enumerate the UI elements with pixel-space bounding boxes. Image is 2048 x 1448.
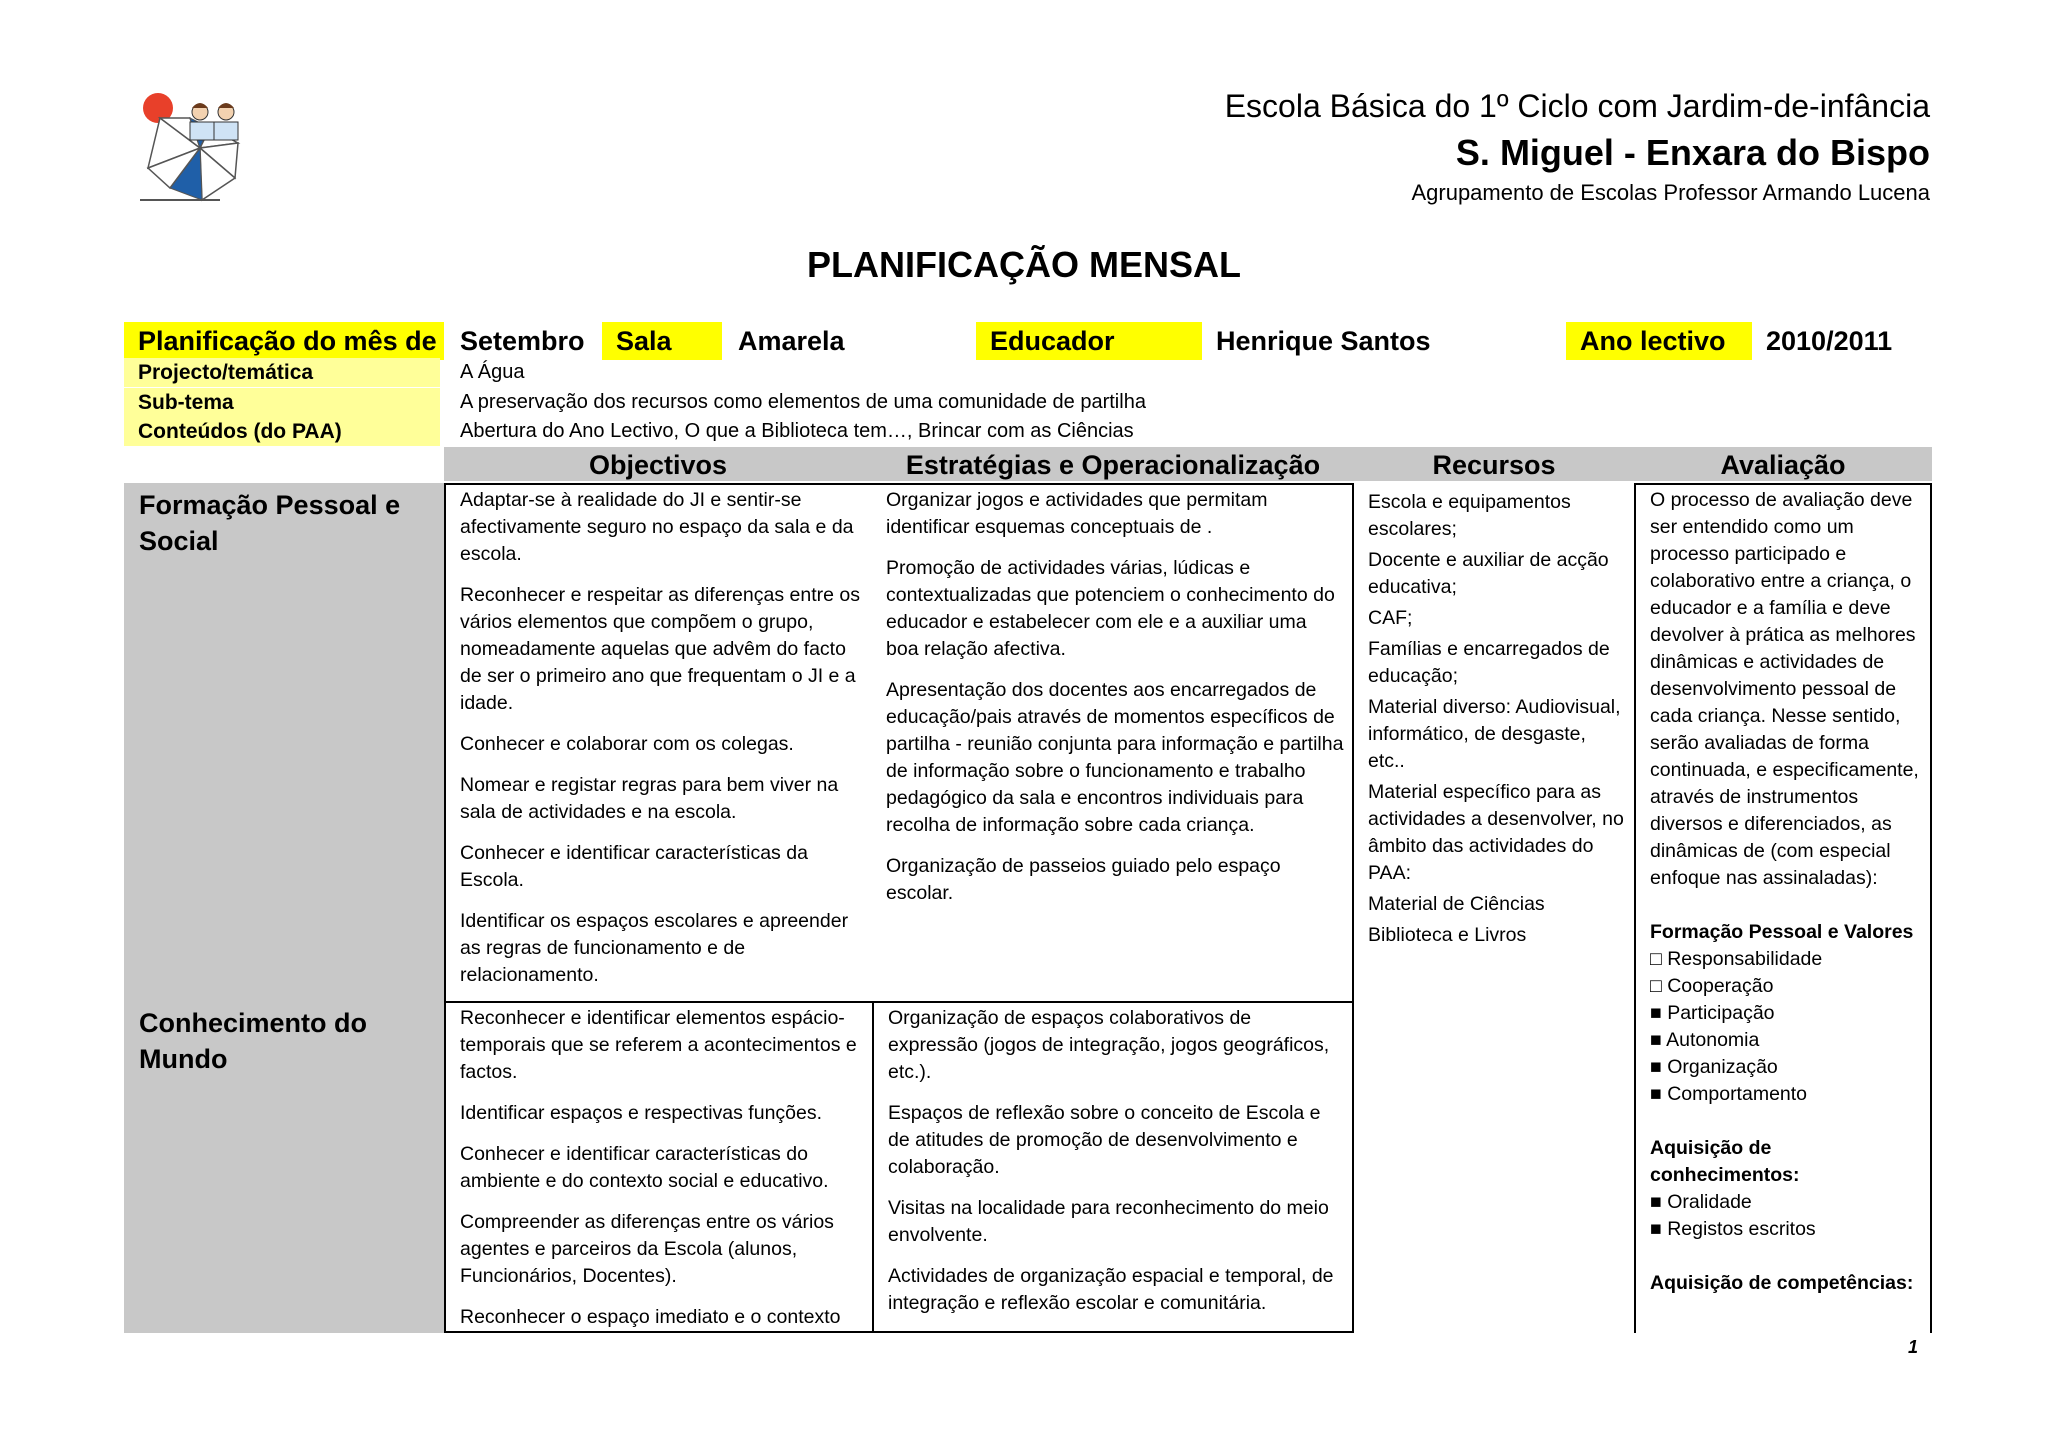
- checkbox-icon: ■: [1650, 1191, 1662, 1213]
- evaluation-group-title: Aquisição de conhecimentos:: [1650, 1137, 1800, 1186]
- strategy-item: Actividades de organização espacial e temporal, de integração e reflexão escolar e comunitária.: [888, 1265, 1334, 1314]
- room-label: Sala: [602, 322, 722, 360]
- document-title: PLANIFICAÇÃO MENSAL: [807, 244, 1241, 285]
- evaluation-group-title: Formação Pessoal e Valores: [1650, 921, 1914, 943]
- evaluation-item: ■ Oralidade: [1650, 1191, 1752, 1213]
- subtheme-value: A preservação dos recursos como elementos de uma comunidade de partilha: [460, 391, 1146, 413]
- strategy-item: Organizar jogos e actividades que permitam identificar esquemas conceptuais de .: [886, 489, 1268, 538]
- column-header-evaluation: Avaliação: [1634, 447, 1932, 481]
- subtheme-label: Sub-tema: [124, 388, 440, 417]
- strategy-item: Organização de espaços colaborativos de expressão (jogos de integração, jogos geográficos, etc.).: [888, 1007, 1330, 1083]
- school-name-line2: S. Miguel - Enxara do Bispo: [1455, 132, 1930, 173]
- project-theme-value: A Água: [460, 361, 525, 383]
- educator-value: Henrique Santos: [1216, 326, 1431, 356]
- resources-cell: [1354, 483, 1634, 1333]
- checkbox-icon: ■: [1650, 1218, 1662, 1240]
- resource-item: CAF;: [1368, 607, 1413, 629]
- evaluation-group-title: Aquisição de competências:: [1650, 1272, 1914, 1294]
- checkbox-icon: ■: [1650, 1056, 1662, 1078]
- evaluation-group-personal: [1650, 919, 1922, 1108]
- objective-item: Reconhecer e respeitar as diferenças entre os vários elementos que compõem o grupo, nomeadamente aquelas que advêm do facto de ser o primeiro ano que frequentam o JI e a idade.: [460, 584, 860, 714]
- evaluation-intro: O processo de avaliação deve ser entendido como um processo participado e colaborativo entre a criança, o educador e a família e deve devolver à prática as melhores dinâmicas e actividades de desenvolvimento pessoal de cada criança. Nesse sentido, serão avaliadas de forma continuada, e especificamente, através de instrumentos diversos e diferenciados, as dinâmicas de (com especial enfoque nas assinaladas):: [1650, 489, 1919, 889]
- resource-item: Material específico para as actividades a desenvolver, no âmbito das actividades do PAA:: [1368, 781, 1624, 884]
- objective-item: Adaptar-se à realidade do JI e sentir-se afectivamente seguro no espaço da sala e da escola.: [460, 489, 854, 565]
- strategies-cell-personal-social: [872, 483, 1354, 1001]
- project-theme-label: Projecto/temática: [124, 358, 440, 387]
- column-header-objectives: Objectivos: [444, 447, 872, 481]
- resource-item: Material diverso: Audiovisual, informático, de desgaste, etc..: [1368, 696, 1621, 772]
- contents-label: Conteúdos (do PAA): [124, 417, 440, 446]
- objectives-cell-world-knowledge: [444, 1001, 872, 1333]
- column-header-strategies: Estratégias e Operacionalização: [872, 447, 1354, 481]
- resource-item: Escola e equipamentos escolares;: [1368, 491, 1571, 540]
- resource-item: Material de Ciências: [1368, 893, 1545, 915]
- checkbox-icon: ■: [1650, 1002, 1662, 1024]
- room-value: Amarela: [738, 326, 845, 356]
- resource-item: Docente e auxiliar de acção educativa;: [1368, 549, 1609, 598]
- objective-item: Conhecer e identificar características da Escola.: [460, 842, 808, 891]
- strategy-item: Apresentação dos docentes aos encarregados de educação/pais através de momentos específicos de partilha - reunião conjunta para informação e partilha de informação sobre o funcionamento e trabalho pedagógico da sala e encontros individuais para recolha de informação sobre cada criança.: [886, 679, 1344, 836]
- evaluation-group-knowledge: [1650, 1135, 1922, 1243]
- strategy-item: Espaços de reflexão sobre o conceito de Escola e de atitudes de promoção de desenvolvimento e colaboração.: [888, 1102, 1321, 1178]
- objective-item: Identificar os espaços escolares e apreender as regras de funcionamento e de relacionamento.: [460, 910, 849, 986]
- evaluation-item: ■ Autonomia: [1650, 1029, 1760, 1051]
- evaluation-item: □ Cooperação: [1650, 975, 1774, 997]
- objective-item: Conhecer e identificar características do ambiente e do contexto social e educativo.: [460, 1143, 829, 1192]
- evaluation-item: ■ Comportamento: [1650, 1083, 1808, 1105]
- evaluation-item: □ Responsabilidade: [1650, 948, 1823, 970]
- objective-item: Reconhecer e identificar elementos espácio-temporais que se referem a acontecimentos e factos.: [460, 1007, 857, 1083]
- evaluation-item: ■ Participação: [1650, 1002, 1775, 1024]
- checkbox-icon: □: [1650, 948, 1662, 970]
- strategy-item: Organização de passeios guiado pelo espaço escolar.: [886, 855, 1281, 904]
- objective-item: Nomear e registar regras para bem viver na sala de actividades e na escola.: [460, 774, 839, 823]
- resource-item: Famílias e encarregados de educação;: [1368, 638, 1610, 687]
- evaluation-cell: [1634, 483, 1932, 1333]
- objective-item: Conhecer e colaborar com os colegas.: [460, 733, 794, 755]
- strategies-cell-world-knowledge: [872, 1001, 1354, 1333]
- area-title-personal-social: Formação Pessoal e Social: [139, 490, 401, 556]
- checkbox-icon: ■: [1650, 1083, 1662, 1105]
- checkbox-icon: ■: [1650, 1029, 1662, 1051]
- page-number: 1: [1907, 1337, 1918, 1357]
- school-year-value: 2010/2011: [1766, 326, 1893, 356]
- evaluation-item: ■ Registos escritos: [1650, 1218, 1816, 1240]
- objective-item: Identificar espaços e respectivas funções.: [460, 1102, 823, 1124]
- strategy-item: Visitas na localidade para reconhecimento do meio envolvente.: [888, 1197, 1329, 1246]
- objective-item: Compreender as diferenças entre os vários agentes e parceiros da Escola (alunos, Funcionários, Docentes).: [460, 1211, 834, 1287]
- evaluation-item: ■ Organização: [1650, 1056, 1778, 1078]
- checkbox-icon: □: [1650, 975, 1662, 997]
- area-sidebar: [124, 483, 444, 1333]
- month-label: Planificação do mês de: [124, 322, 444, 360]
- objective-item: Reconhecer o espaço imediato e o contexto: [460, 1306, 841, 1328]
- strategy-item: Promoção de actividades várias, lúdicas e contextualizadas que potenciem o conhecimento do educador e estabelecer com ele e a auxiliar uma boa relação afectiva.: [886, 557, 1335, 660]
- resource-item: Biblioteca e Livros: [1368, 924, 1527, 946]
- area-title-world-knowledge: Conhecimento do Mundo: [139, 1008, 367, 1074]
- contents-value: Abertura do Ano Lectivo, O que a Biblioteca tem…, Brincar com as Ciências: [460, 420, 1134, 442]
- school-year-label: Ano lectivo: [1566, 322, 1752, 360]
- educator-label: Educador: [976, 322, 1202, 360]
- column-header-resources: Recursos: [1354, 447, 1634, 481]
- school-group-name: Agrupamento de Escolas Professor Armando Lucena: [1411, 180, 1930, 205]
- evaluation-group-competencies: [1650, 1270, 1922, 1297]
- school-name-line1: Escola Básica do 1º Ciclo com Jardim-de-infância: [1224, 88, 1930, 124]
- objectives-cell-personal-social: [444, 483, 872, 1001]
- school-logo-icon: [140, 88, 260, 208]
- month-value: Setembro: [460, 326, 585, 356]
